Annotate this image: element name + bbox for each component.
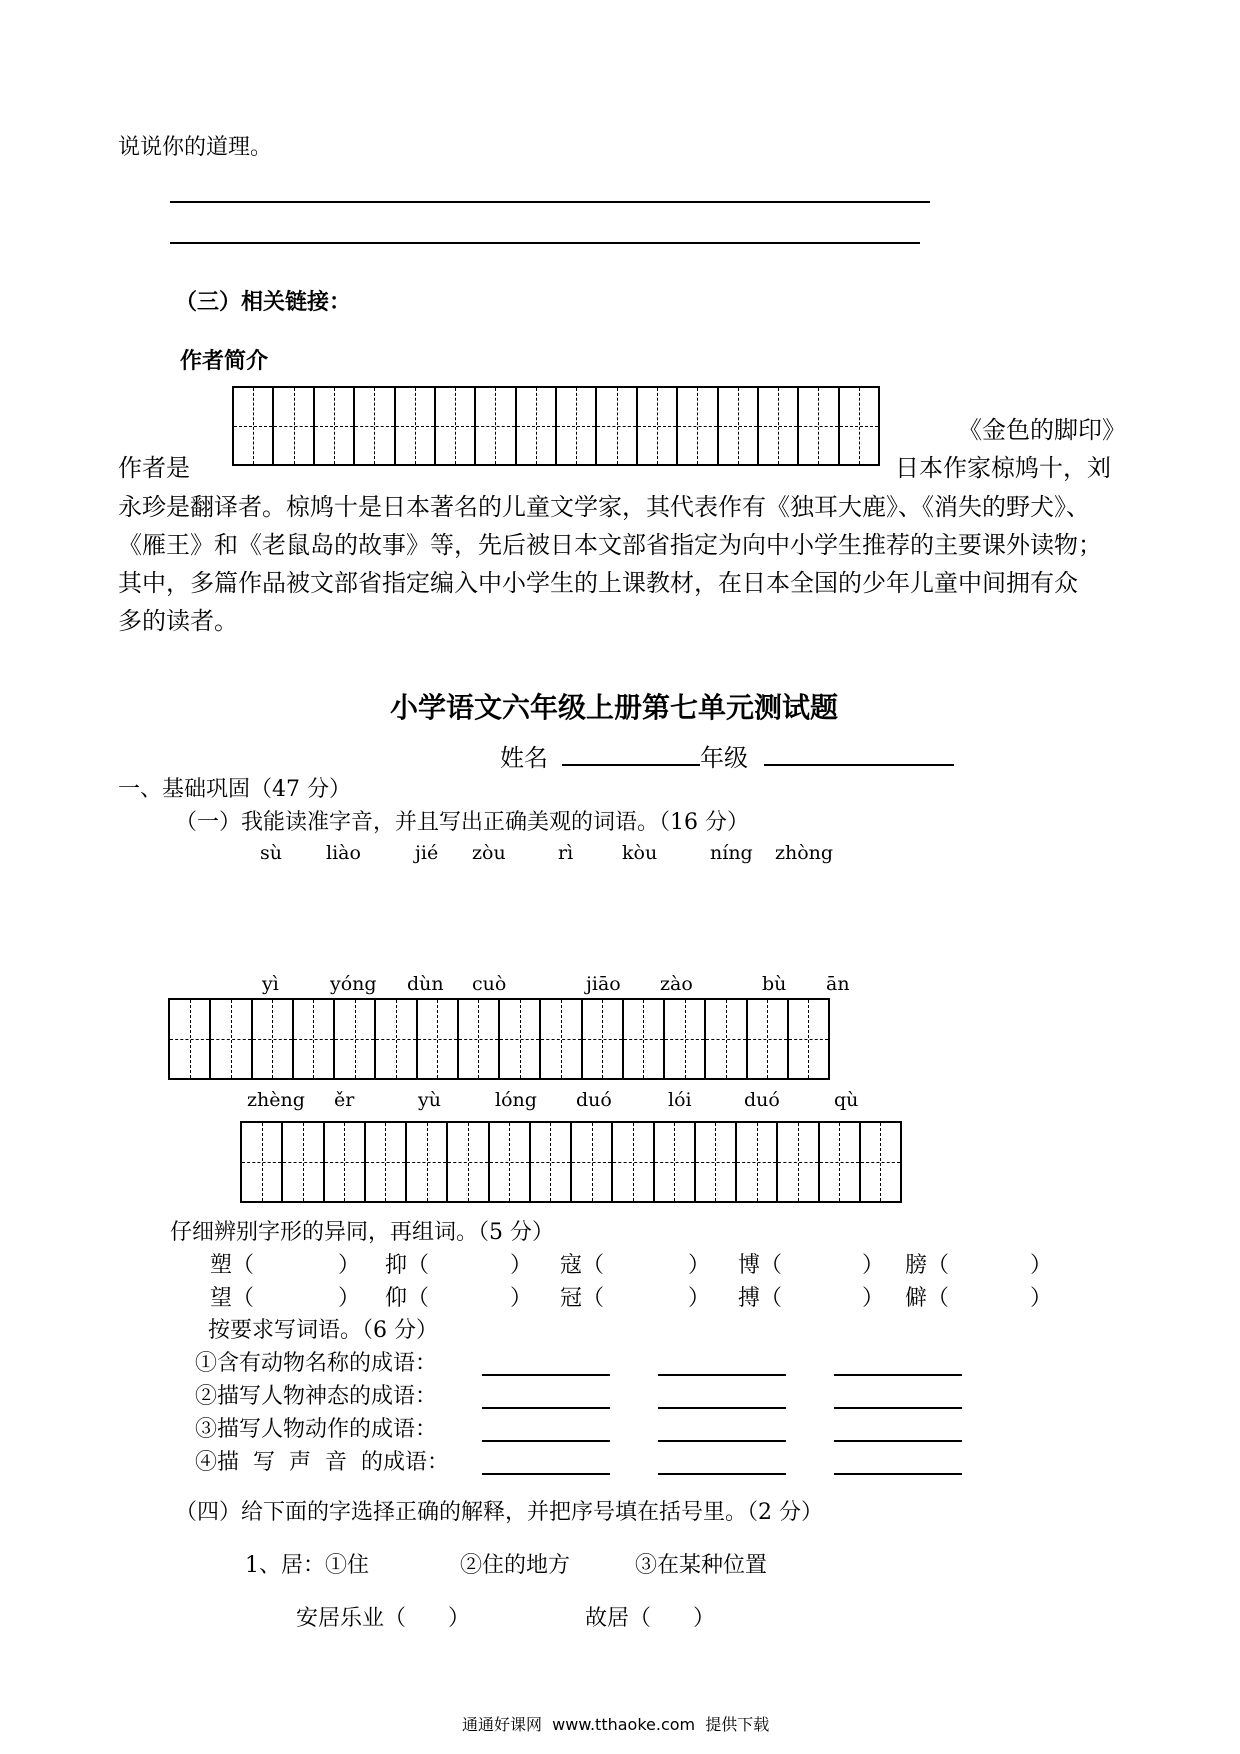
pinyin: yì (262, 973, 279, 995)
bio-line-4: 其中，多篇作品被文部省指定编入中小学生的上课教材，在日本全国的少年儿童中间拥有众 (118, 569, 1078, 597)
reason-text: 说说你的道理。 (118, 135, 273, 160)
char-close: ） (688, 1253, 711, 1278)
char-close: ） (1030, 1286, 1053, 1311)
answer-line-1 (170, 201, 930, 203)
bio-line-5: 多的读者。 (118, 607, 238, 635)
book-title: 《金色的脚印》 (958, 416, 1126, 444)
pinyin: yóng (330, 973, 377, 995)
pinyin: jiāo (586, 973, 621, 995)
idiom-answer-line[interactable] (482, 1440, 610, 1442)
char-item: 仰（ (385, 1286, 430, 1311)
idiom-answer-line[interactable] (834, 1473, 962, 1475)
pinyin: zào (660, 973, 693, 995)
idiom-answer-line[interactable] (658, 1440, 786, 1442)
author-subheading: 作者简介 (180, 349, 269, 374)
pinyin: lóng (495, 1089, 537, 1111)
char-item: 抑（ (385, 1253, 430, 1278)
char-item: 冠（ (560, 1286, 605, 1311)
writing-grid-row-3[interactable] (240, 1121, 902, 1203)
pinyin: zòu (472, 842, 506, 864)
pinyin: yù (418, 1089, 441, 1111)
question-2: 仔细辨别字形的异同，再组词。（5 分） (170, 1220, 554, 1245)
name-field[interactable] (562, 764, 700, 766)
char-item: 博（ (738, 1253, 783, 1278)
idiom-answer-line[interactable] (482, 1407, 610, 1409)
idiom-answer-line[interactable] (834, 1407, 962, 1409)
char-close: ） (338, 1253, 361, 1278)
author-prefix: 作者是 (118, 454, 190, 482)
pinyin: bù (762, 973, 787, 995)
char-close: ） (510, 1286, 533, 1311)
bio-line-1: 日本作家椋鸠十，刘 (895, 454, 1111, 482)
char-item: 望（ (210, 1286, 255, 1311)
char-close: ） (338, 1286, 361, 1311)
pinyin: dùn (407, 973, 444, 995)
q4-item: 1、居：①住 (245, 1553, 369, 1578)
name-label: 姓名 (500, 744, 548, 772)
pinyin: duó (744, 1089, 780, 1111)
pinyin: níng (710, 842, 753, 864)
char-close: ） (862, 1253, 885, 1278)
q4-option-3: ③在某种位置 (635, 1553, 768, 1578)
char-item: 寇（ (560, 1253, 605, 1278)
pinyin: sù (260, 842, 282, 864)
q4-fill-1[interactable]: 安居乐业（ ） (296, 1606, 470, 1631)
pinyin: jié (415, 842, 439, 864)
pinyin: ān (826, 973, 850, 995)
question-1: （一）我能读准字音，并且写出正确美观的词语。（16 分） (175, 810, 749, 835)
bio-line-3: 《雁王》和《老鼠岛的故事》等，先后被日本文部省指定为向中小学生推荐的主要课外读物； (118, 531, 1102, 559)
pinyin: rì (558, 842, 574, 864)
pinyin: qù (834, 1089, 859, 1111)
pinyin: kòu (622, 842, 658, 864)
char-item: 塑（ (210, 1253, 255, 1278)
pinyin: zhèng (247, 1089, 305, 1111)
grade-field[interactable] (764, 764, 954, 766)
idiom-prompt: ②描写人物神态的成语： (195, 1384, 438, 1409)
idiom-answer-line[interactable] (482, 1374, 610, 1376)
footer-credit: 通通好课网 www.tthaoke.com 提供下载 (462, 1715, 770, 1734)
pinyin: ěr (334, 1089, 355, 1111)
pinyin: zhòng (775, 842, 834, 864)
link-heading: （三）相关链接： (175, 290, 352, 315)
section-1-heading: 一、基础巩固（47 分） (118, 777, 351, 802)
writing-grid-row-2[interactable] (168, 998, 830, 1080)
idiom-answer-line[interactable] (658, 1407, 786, 1409)
idiom-answer-line[interactable] (482, 1473, 610, 1475)
pinyin: liào (326, 842, 361, 864)
q4-fill-2[interactable]: 故居（ ） (585, 1606, 715, 1631)
idiom-answer-line[interactable] (658, 1473, 786, 1475)
char-item: 膀（ (905, 1253, 950, 1278)
pinyin: lói (668, 1089, 692, 1111)
idiom-prompt: ③描写人物动作的成语： (195, 1417, 438, 1442)
pinyin: duó (576, 1089, 612, 1111)
idiom-answer-line[interactable] (834, 1440, 962, 1442)
grade-label: 年级 (700, 744, 748, 772)
char-close: ） (862, 1286, 885, 1311)
bio-line-2: 永珍是翻译者。椋鸠十是日本著名的儿童文学家，其代表作有《独耳大鹿》、《消失的野犬》、 (118, 493, 1090, 521)
author-writing-grid[interactable] (232, 386, 880, 466)
exam-title: 小学语文六年级上册第七单元测试题 (390, 691, 839, 724)
answer-line-2 (170, 242, 920, 244)
char-item: 搏（ (738, 1286, 783, 1311)
q4-option-2: ②住的地方 (460, 1553, 571, 1578)
char-close: ） (1030, 1253, 1053, 1278)
char-close: ） (510, 1253, 533, 1278)
question-4: （四）给下面的字选择正确的解释，并把序号填在括号里。（2 分） (175, 1500, 823, 1525)
question-3: 按要求写词语。（6 分） (208, 1318, 438, 1343)
char-item: 僻（ (905, 1286, 950, 1311)
char-close: ） (688, 1286, 711, 1311)
idiom-prompt: ①含有动物名称的成语： (195, 1351, 438, 1376)
pinyin: cuò (472, 973, 507, 995)
idiom-prompt: ④描 写 声 音 的成语： (195, 1450, 449, 1475)
idiom-answer-line[interactable] (834, 1374, 962, 1376)
idiom-answer-line[interactable] (658, 1374, 786, 1376)
